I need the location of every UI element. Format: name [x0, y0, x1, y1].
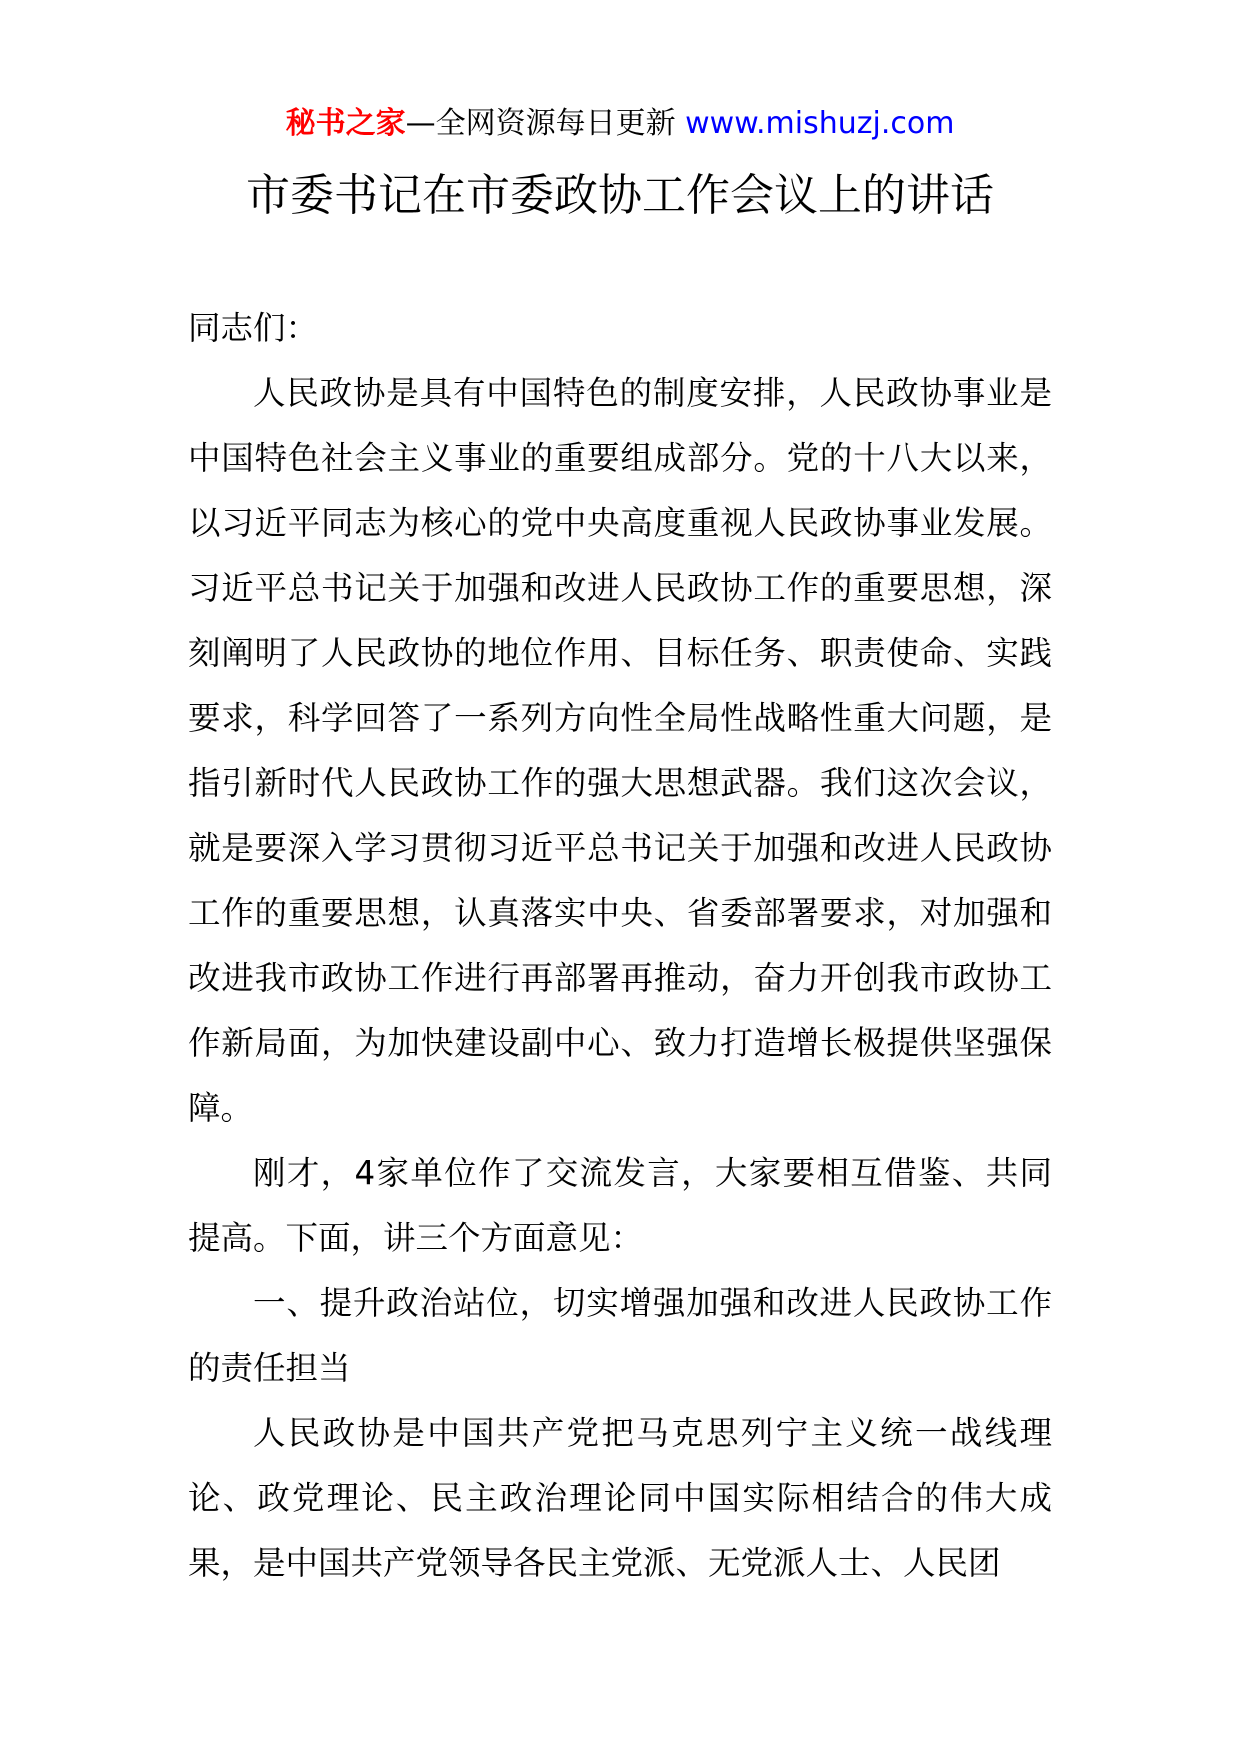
- site-brand: 秘书之家: [285, 106, 406, 141]
- paragraph-section-1: 人民政协是中国共产党把马克思列宁主义统一战线理论、政党理论、民主政治理论同中国实际相结合的伟大成果，是中国共产党领导各民主党派、无党派人士、人民团: [188, 1414, 1052, 1582]
- paragraph-transition: 刚才，4家单位作了交流发言，大家要相互借鉴、共同提高。下面，讲三个方面意见：: [188, 1154, 1052, 1257]
- document-title: 市委书记在市委政协工作会议上的讲话: [246, 170, 994, 221]
- salutation: 同志们：: [188, 309, 319, 347]
- paragraph-intro: 人民政协是具有中国特色的制度安排，人民政协事业是中国特色社会主义事业的重要组成部分。党的十八大以来，以习近平同志为核心的党中央高度重视人民政协事业发展。习近平总书记关于加强和改进人民政协工作的重要思想，深刻阐明了人民政协的地位作用、目标任务、职责使命、实践要求，科学回答了一系列方向性全局性战略性重大问题，是指引新时代人民政协工作的强大思想武器。我们这次会议，就是要深入学习贯彻习近平总书记关于加强和改进人民政协工作的重要思想，认真落实中央、省委部署要求，对加强和改进我市政协工作进行再部署再推动，奋力开创我市政协工作新局面，为加快建设副中心、致力打造增长极提供坚强保障。: [188, 374, 1052, 1127]
- site-tagline: —全网资源每日更新: [405, 106, 676, 141]
- document-body: [188, 296, 1052, 1596]
- site-url-link[interactable]: www.mishuzj.com: [685, 106, 955, 141]
- site-header: [0, 104, 1240, 144]
- section-heading-1: 一、提升政治站位，切实增强加强和改进人民政协工作的责任担当: [188, 1284, 1052, 1387]
